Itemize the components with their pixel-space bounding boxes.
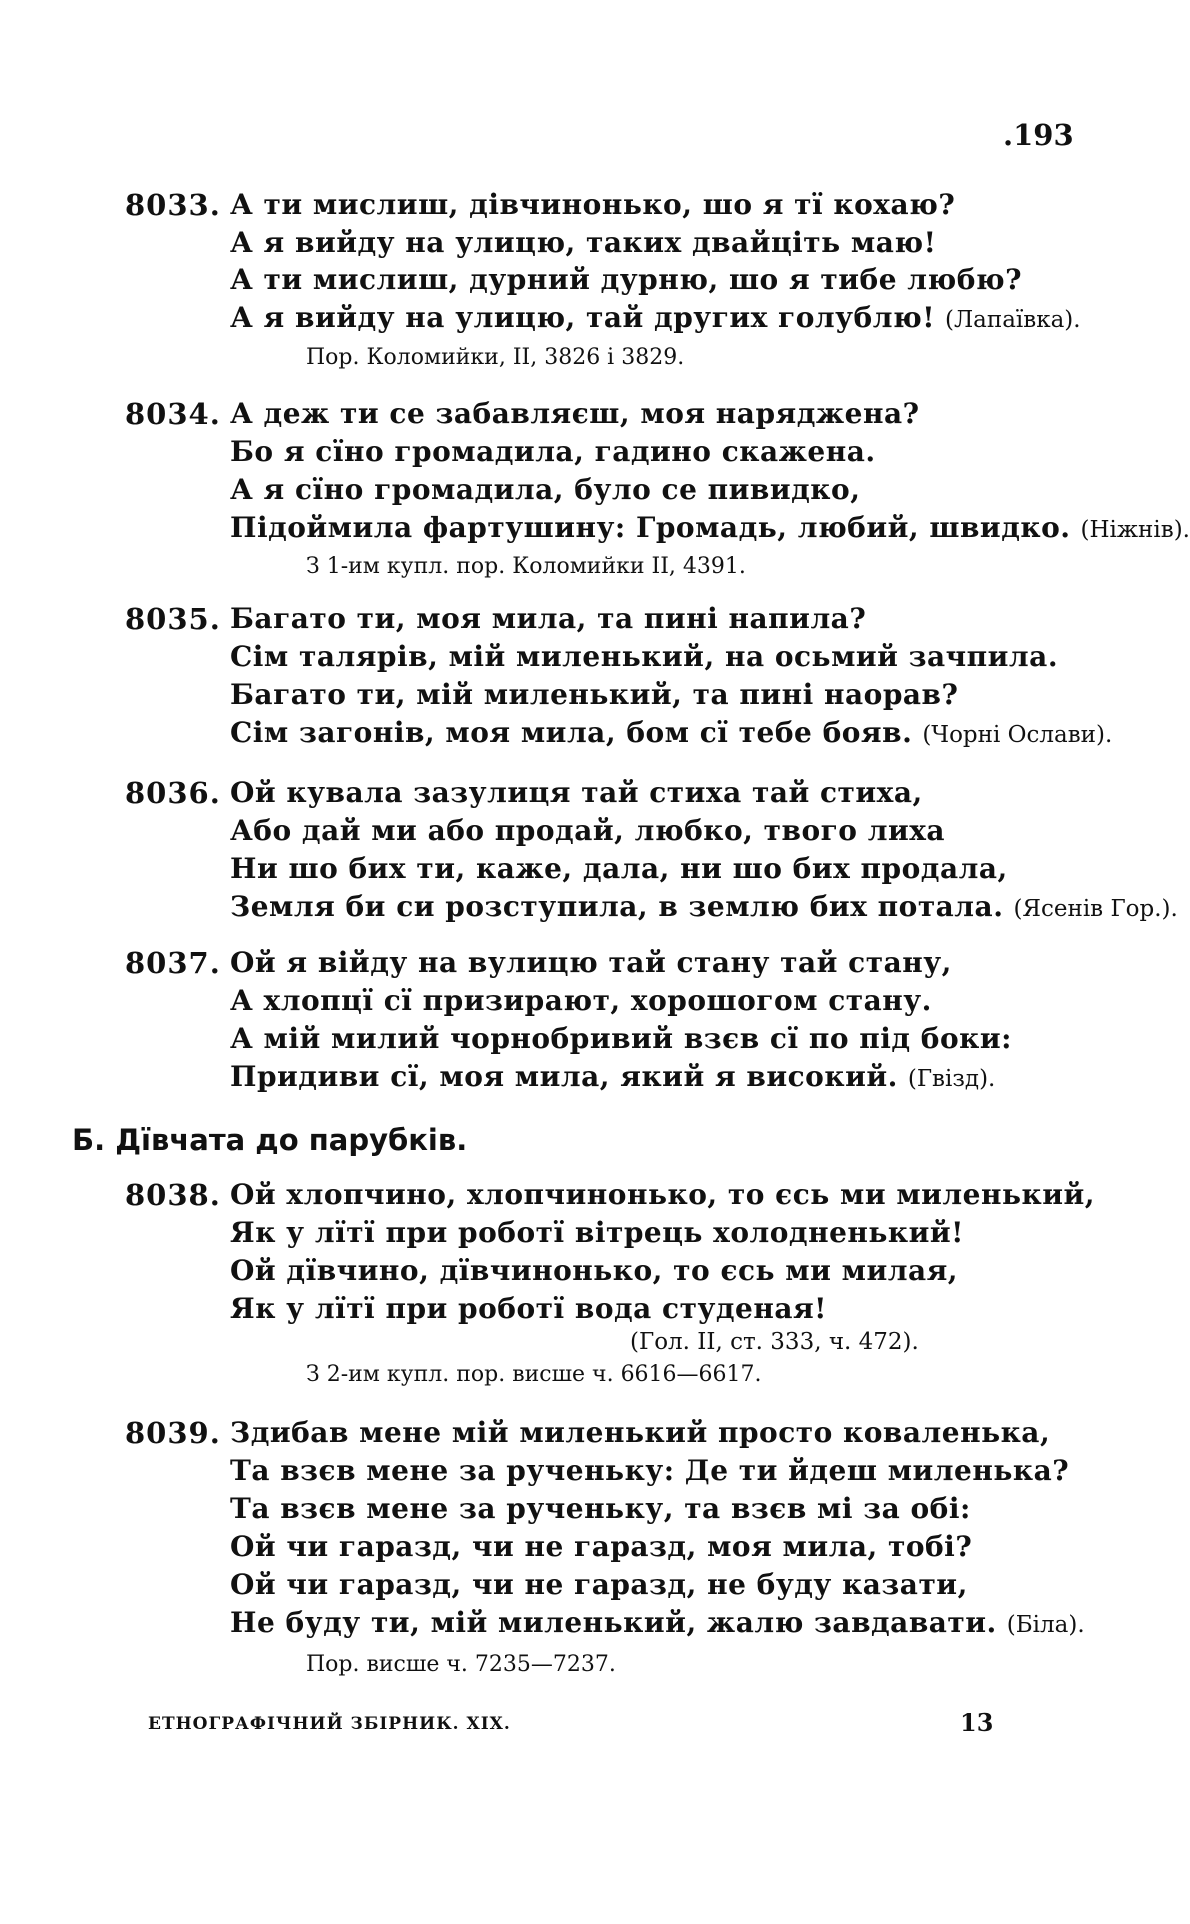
- song-line: Ой чи гаразд, чи не гаразд, не буду казати,: [230, 1568, 968, 1601]
- song-source: (Гвізд).: [907, 1066, 996, 1092]
- song-line: Багато ти, мій миленький, та пині наорав?: [230, 678, 959, 711]
- song-note: Пор. висше ч. 7235—7237.: [306, 1652, 616, 1677]
- song-line: Бо я сїно громадила, гадино скажена.: [230, 435, 876, 468]
- song-line-text: А я вийду на улицю, тай других голублю!: [230, 301, 935, 334]
- song-line-text: Не буду ти, мій миленький, жалю завдавати.: [230, 1606, 997, 1639]
- song-line: А ти мислиш, дурний дурню, шо я тибе любю?: [230, 263, 1023, 296]
- song-source: (Лапаївка).: [944, 307, 1081, 333]
- song-line: Ни шо бих ти, каже, дала, ни шо бих продала,: [230, 852, 1008, 885]
- song-line: А я сїно громадила, було се пивидко,: [230, 473, 861, 506]
- song-number: 8038.: [125, 1178, 221, 1212]
- song-line: А хлопцї сї призирают, хорошогом стану.: [230, 984, 932, 1017]
- song-line: Або дай ми або продай, любко, твого лиха: [230, 814, 946, 847]
- song-line-text: Придиви сї, моя мила, який я високий.: [230, 1060, 898, 1093]
- song-line: [230, 1606, 1085, 1639]
- song-line: Багато ти, моя мила, та пині напила?: [230, 602, 867, 635]
- song-line: А я вийду на улицю, таких двайціть маю!: [230, 226, 937, 259]
- song-line: [230, 301, 1081, 334]
- song-line: [230, 1060, 995, 1093]
- song-line: Ой кувала зазулиця тай стиха тай стиха,: [230, 776, 923, 809]
- footer-title: ЕТНОГРАФІЧНИЙ ЗБІРНИК. XIX.: [148, 1714, 511, 1734]
- song-source: (Ніжнів).: [1080, 517, 1190, 543]
- song-line: [230, 716, 1112, 749]
- song-line: Ой чи гаразд, чи не гаразд, моя мила, тобі?: [230, 1530, 973, 1563]
- song-source: (Гол. II, ст. 333, ч. 472).: [630, 1329, 919, 1355]
- song-line: А мій милий чорнобривий взєв сї по під боки:: [230, 1022, 1012, 1055]
- song-line: Здибав мене мій миленький просто коваленька,: [230, 1416, 1051, 1449]
- song-line: Сім талярів, мій миленький, на осьмий зачпила.: [230, 640, 1059, 673]
- song-line: Ой хлопчино, хлопчинонько, то єсь ми миленький,: [230, 1178, 1095, 1211]
- song-line-text: Земля би си розступила, в землю бих потала.: [230, 890, 1004, 923]
- song-note: З 1-им купл. пор. Коломийки II, 4391.: [306, 554, 746, 579]
- song-line: Та взєв мене за рученьку: Де ти йдеш миленька?: [230, 1454, 1070, 1487]
- song-number: 8034.: [125, 397, 221, 431]
- song-line: Як у лїтї при роботї вода студеная!: [230, 1292, 827, 1325]
- song-note: Пор. Коломийки, II, 3826 і 3829.: [306, 345, 685, 370]
- song-source: (Біла).: [1006, 1612, 1085, 1638]
- song-line-text: Сім загонів, моя мила, бом сї тебе бояв.: [230, 716, 913, 749]
- song-line: Та взєв мене за рученьку, та взєв мі за обі:: [230, 1492, 971, 1525]
- song-line: [230, 511, 1190, 544]
- song-source: (Ясенів Гор.).: [1013, 896, 1178, 922]
- song-line: А ти мислиш, дівчинонько, шо я тї кохаю?: [230, 188, 956, 221]
- song-number: 8035.: [125, 602, 221, 636]
- signature-mark: 13: [960, 1708, 994, 1737]
- song-line-text: Підоймила фартушину: Громадь, любий, швидко.: [230, 511, 1071, 544]
- song-line: Ой дївчино, дївчинонько, то єсь ми милая,: [230, 1254, 959, 1287]
- song-number: 8036.: [125, 776, 221, 810]
- page-number: .193: [1003, 118, 1074, 152]
- song-number: 8037.: [125, 946, 221, 980]
- section-title: Б. Дївчата до парубків.: [72, 1123, 468, 1157]
- song-source: (Чорні Ослави).: [922, 722, 1113, 748]
- song-number: 8039.: [125, 1416, 221, 1450]
- song-line: Як у лїтї при роботї вітрець холодненький!: [230, 1216, 964, 1249]
- song-line: А деж ти се забавляєш, моя наряджена?: [230, 397, 920, 430]
- song-number: 8033.: [125, 188, 221, 222]
- song-line: [230, 890, 1178, 923]
- song-note: З 2-им купл. пор. висше ч. 6616—6617.: [306, 1362, 762, 1387]
- song-line: Ой я війду на вулицю тай стану тай стану,: [230, 946, 952, 979]
